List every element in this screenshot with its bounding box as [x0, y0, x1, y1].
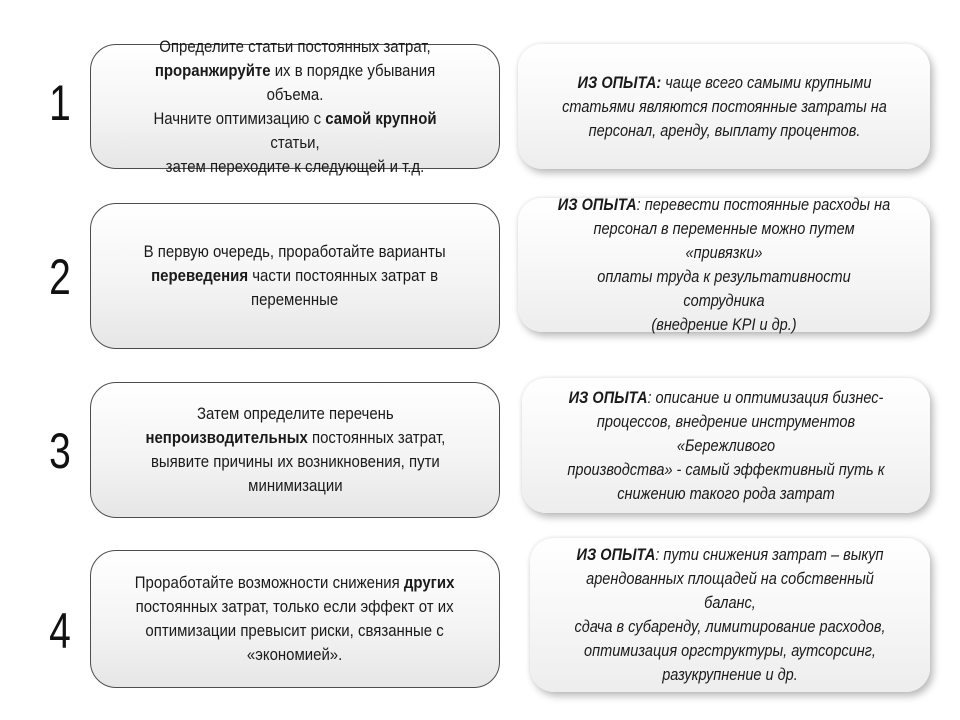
step-number-1: 1 [49, 75, 71, 131]
step-2-exp-line-4: (внедрение KPI и др.) [651, 316, 797, 334]
step-2-experience-box [518, 198, 930, 332]
step-1-line-3-start: Начните оптимизацию с [153, 108, 326, 128]
step-number-3: 3 [49, 423, 71, 479]
step-3-exp-line-4: снижению такого рода затрат [617, 484, 835, 503]
step-4-experience-label: ИЗ ОПЫТА [576, 546, 656, 564]
step-1-exp-line-2: статьями являются постоянные затраты на [561, 97, 887, 116]
step-3-line-1: Затем определите перечень [196, 404, 394, 423]
step-1-line-3-end: статьи, [270, 132, 320, 152]
step-4-exp-line-3: сдача в субаренду, лимитирование расходов, [574, 618, 886, 636]
step-2-experience-label: ИЗ ОПЫТА [557, 196, 637, 214]
step-3-exp-line-2: процессов, внедрение инструментов «Бережливого [596, 412, 856, 455]
step-1-action-box [90, 36, 500, 176]
step-1-bold-rank: проранжируйте [154, 60, 271, 80]
step-1-bold-largest: самой крупной [325, 108, 437, 128]
step-2-exp-line-3: оплаты труда к результативности сотрудника [597, 268, 851, 310]
step-1-experience-text [562, 71, 887, 143]
step-3-action-text [145, 402, 445, 498]
step-4-action-text [135, 571, 455, 667]
step-3-line-2: постоянных затрат, [307, 428, 445, 447]
step-4-exp-line-4: оптимизация оргструктуры, аутсорсинг, [584, 642, 876, 660]
step-4-experience-box [530, 538, 930, 692]
step-4-line-1-start: Проработайте возможности снижения [135, 573, 405, 592]
step-3-experience-box [522, 378, 930, 513]
step-4-line-2: постоянных затрат, только если эффект от их [135, 597, 454, 616]
step-1-line-2: их в порядке убывания объема. [266, 60, 436, 104]
step-3-exp-line-3: производства» - самый эффективный путь к [567, 460, 885, 479]
step-2-line-1: В первую очередь, проработайте варианты [143, 242, 447, 261]
step-4-line-4: «экономией». [247, 645, 343, 664]
step-1-experience-box [518, 44, 930, 169]
step-number-2: 2 [49, 249, 71, 305]
step-3-experience-text [561, 386, 892, 506]
step-4-bold-other: других [404, 573, 455, 592]
step-2-line-3: переменные [251, 290, 339, 309]
step-2-bold-transfer: переведения [151, 266, 249, 285]
step-1-exp-line-1: чаще всего самыми крупными [660, 73, 871, 92]
step-1-exp-line-3: персонал, аренду, выплату процентов. [588, 121, 860, 140]
step-4-exp-line-5: разукрупнение и др. [662, 666, 798, 684]
step-4-exp-line-2: арендованных площадей на собственный баланс, [586, 570, 874, 612]
step-2-exp-line-2: персонал в переменные можно путем «привязки» [593, 220, 855, 262]
step-2-action-box [90, 203, 500, 349]
step-4-exp-line-1: : пути снижения затрат – выкуп [655, 546, 884, 564]
step-4-action-box [90, 550, 500, 688]
step-3-bold-unproductive: непроизводительных [145, 428, 308, 447]
step-2-exp-line-1: : перевести постоянные расходы на [636, 196, 891, 214]
step-4-line-3: оптимизации превысит риски, связанные с [145, 621, 445, 640]
step-3-line-4: минимизации [247, 476, 343, 495]
step-number-4: 4 [49, 603, 71, 659]
step-3-line-3: выявите причины их возникновения, пути [150, 452, 440, 471]
step-4-experience-text [568, 543, 892, 687]
step-2-experience-text [557, 193, 891, 337]
step-3-action-box [90, 382, 500, 518]
step-2-line-2: части постоянных затрат в [248, 266, 439, 285]
step-3-experience-label: ИЗ ОПЫТА [568, 388, 648, 407]
step-3-exp-line-1: : описание и оптимизация бизнес- [647, 388, 884, 407]
step-1-line-1: Определите статьи постоянных затрат, [159, 36, 431, 56]
step-1-line-4: затем переходите к следующей и т.д. [165, 156, 425, 176]
step-1-experience-label: ИЗ ОПЫТА: [577, 73, 661, 92]
step-2-action-text [144, 240, 446, 312]
step-1-action-text [131, 35, 458, 179]
